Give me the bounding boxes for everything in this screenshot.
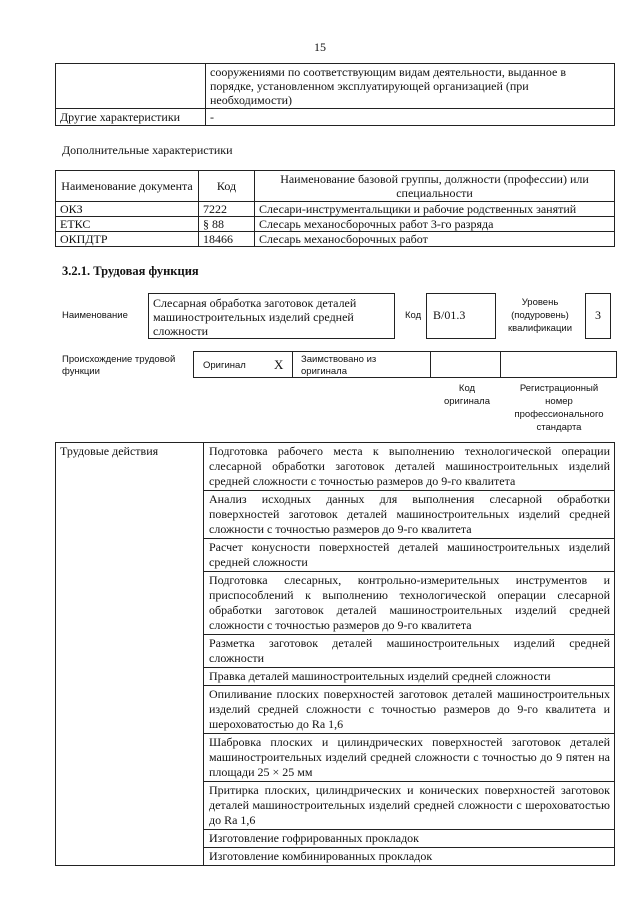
table-cell: сооружениями по соответствующим видам деятельности, выданное в порядке, установленном эксплуатирующей организацией (при необходимости) [206,64,615,109]
work-action-item: Правка деталей машиностроительных изделий средней сложности [204,668,615,686]
function-code-value: B/01.3 [426,293,496,339]
work-action-item: Изготовление гофрированных прокладок [204,830,615,848]
work-action-item: Изготовление комбинированных прокладок [204,848,615,866]
work-action-item: Расчет конусности поверхностей деталей машиностроительных изделий средней сложности [204,539,615,572]
column-header: Код [199,171,255,202]
table-cell: ОКЗ [56,202,199,217]
work-actions-label: Трудовые действия [56,443,204,866]
original-mark: X [274,357,284,372]
other-characteristics-label: Другие характеристики [56,109,206,126]
table-cell [56,64,206,109]
table-cell: ЕТКС [56,217,199,232]
top-table [55,63,615,126]
work-action-item: Анализ исходных данных для выполнения слесарной обработки поверхностей заготовок деталей машиностроительных изделий средней сложности с точностью размеров до 9-го квалитета [204,491,615,539]
origin-code-cell [431,351,501,378]
table-cell: ОКПДТР [56,232,199,247]
table-cell: § 88 [199,217,255,232]
borrowed-cell [293,351,431,378]
original-label: Оригинал [203,360,246,371]
table-cell: Слесари-инструментальщики и рабочие родственных занятий [255,202,615,217]
table-cell: Слесарь механосборочных работ 3-го разряда [255,217,615,232]
work-action-item: Опиливание плоских поверхностей заготовок деталей машиностроительных изделий средней сложности с точностью размеров до 9-го квалитета и шероховатостью до Ra 1,6 [204,686,615,734]
table-cell: 18466 [199,232,255,247]
table-row [56,217,615,232]
work-actions-table [55,442,615,866]
table-row [56,443,615,491]
work-action-item: Подготовка слесарных, контрольно-измерительных инструментов и приспособлений к выполнению технологической операции слесарной обработки заготовок деталей машиностроительных изделий средней сложности с точностью размеров до 9-го квалитета [204,572,615,635]
qualification-level-label: Уровень (подуровень) квалификации [507,297,573,334]
origin-code-label: Код оригинала [443,383,490,407]
function-code-label: Код [405,310,422,321]
section-title: 3.2.1. Трудовая функция [62,264,199,278]
table-cell: Слесарь механосборочных работ [255,232,615,247]
origin-label: Происхождение трудовой функции [62,354,176,377]
work-action-item: Разметка заготовок деталей машиностроительных изделий средней сложности [204,635,615,668]
work-action-item: Подготовка рабочего места к выполнению технологической операции слесарной обработки заготовок деталей машиностроительных изделий средней сложности с точностью размеров до 9-го квалитета [204,443,615,491]
page-number: 15 [314,40,326,54]
borrowed-label: Заимствовано из оригинала [301,354,377,377]
additional-characteristics-table [55,170,615,247]
other-characteristics-value: - [206,109,615,126]
table-header-row [56,171,615,202]
qualification-level-value: 3 [585,293,611,339]
work-action-item: Шабровка плоских и цилиндрических поверхностей заготовок деталей машиностроительных изделий средней сложности с точностью до 9 пятен на площади 25 × 25 мм [204,734,615,782]
column-header: Наименование базовой группы, должности (профессии) или специальности [255,171,615,202]
additional-characteristics-title: Дополнительные характеристики [62,143,233,157]
table-row [56,109,615,126]
table-row [56,232,615,247]
table-cell: 7222 [199,202,255,217]
table-row [56,64,615,109]
function-name-value: Слесарная обработка заготовок деталей машиностроительных изделий средней сложности [148,293,395,339]
reg-number-label: Регистрационный номер профессионального стандарта [514,383,604,433]
table-row [56,202,615,217]
column-header: Наименование документа [56,171,199,202]
reg-number-cell [501,351,617,378]
original-cell [193,351,293,378]
function-name-label: Наименование [62,310,128,321]
work-action-item: Притирка плоских, цилиндрических и конических поверхностей заготовок деталей машиностроительных изделий средней сложности с шероховатостью до Ra 1,6 [204,782,615,830]
